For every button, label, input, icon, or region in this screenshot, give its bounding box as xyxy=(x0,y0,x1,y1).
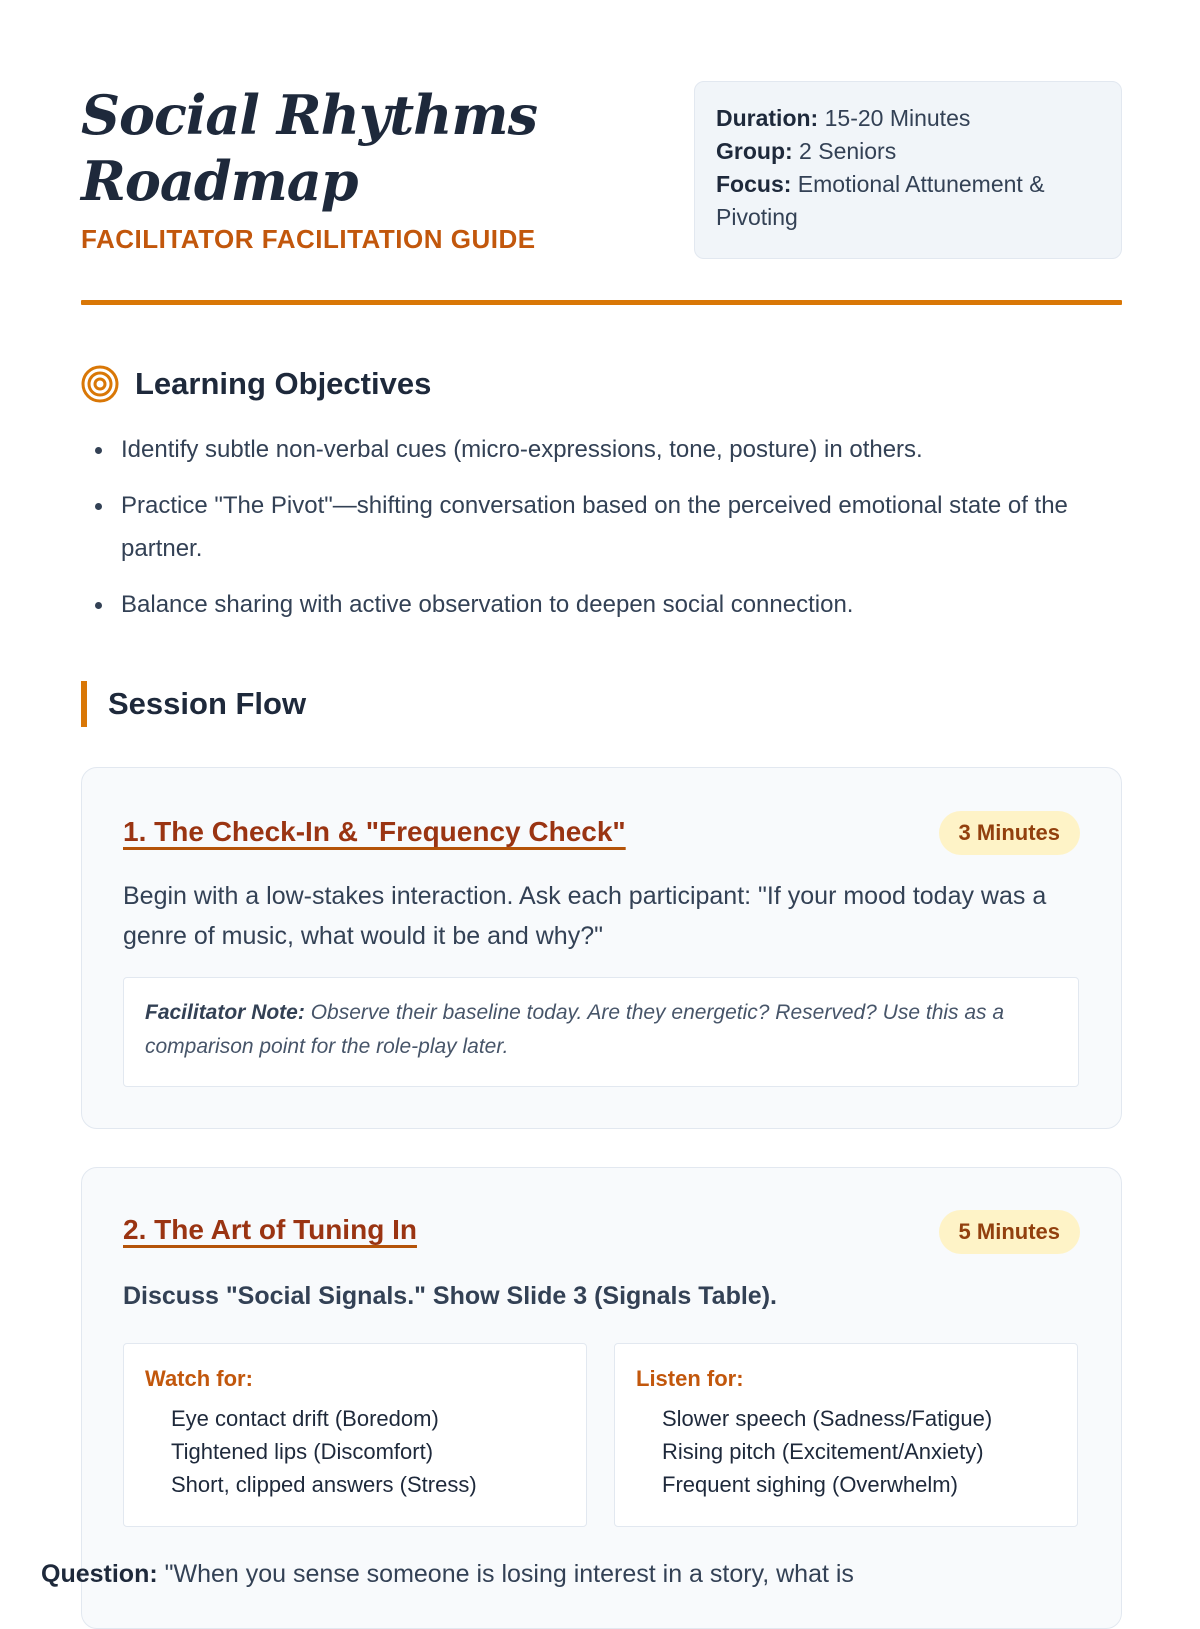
meta-focus-label: Focus: xyxy=(716,171,792,197)
objective-item: Balance sharing with active observation to deepen social connection. xyxy=(121,583,1121,626)
objectives-title: Learning Objectives xyxy=(135,366,432,401)
page-subtitle: FACILITATOR FACILITATION GUIDE xyxy=(81,224,536,254)
step-title: 1. The Check-In & "Frequency Check" xyxy=(123,816,626,847)
meta-focus-value: Emotional Attunement & Pivoting xyxy=(716,171,1045,230)
step-description: Begin with a low-stakes interaction. Ask each participant: "If your mood today was a genre of music, what would it be and why?" xyxy=(123,882,1047,950)
list-item: Short, clipped answers (Stress) xyxy=(171,1472,477,1497)
duration-badge: 5 Minutes xyxy=(939,1210,1080,1254)
meta-focus xyxy=(716,168,1100,234)
meta-duration xyxy=(716,102,1100,135)
list-item: Tightened lips (Discomfort) xyxy=(171,1439,434,1464)
session-flow-heading xyxy=(81,681,306,727)
watch-for-box xyxy=(123,1343,587,1527)
discussion-question xyxy=(41,1554,1041,1594)
list-item: Rising pitch (Excitement/Anxiety) xyxy=(662,1439,984,1464)
objectives-list xyxy=(121,428,1121,639)
question-text: "When you sense someone is losing interest in a story, what is xyxy=(164,1560,854,1588)
step-title: 2. The Art of Tuning In xyxy=(123,1214,417,1245)
objective-item: Practice "The Pivot"—shifting conversation based on the perceived emotional state of the partner. xyxy=(121,484,1121,570)
objectives-heading xyxy=(81,362,431,406)
list-item: Eye contact drift (Boredom) xyxy=(171,1406,439,1431)
watch-for-heading: Watch for: xyxy=(145,1366,253,1391)
meta-group-label: Group: xyxy=(716,138,793,164)
meta-group-value: 2 Seniors xyxy=(799,138,897,164)
meta-duration-label: Duration: xyxy=(716,105,819,131)
duration-badge: 3 Minutes xyxy=(939,811,1080,855)
header xyxy=(81,0,1122,306)
question-label: Question: xyxy=(41,1560,158,1588)
page-title: Social Rhythms Roadmap xyxy=(81,83,537,213)
session-meta-box xyxy=(694,81,1122,259)
list-item: Slower speech (Sadness/Fatigue) xyxy=(662,1406,993,1431)
facilitator-note-label: Facilitator Note: xyxy=(145,1001,305,1024)
watch-for-list xyxy=(145,1402,565,1501)
listen-for-list xyxy=(636,1402,1056,1501)
step-description: Discuss "Social Signals." Show Slide 3 (Signals Table). xyxy=(123,1282,777,1310)
objective-item: Identify subtle non-verbal cues (micro-expressions, tone, posture) in others. xyxy=(121,428,1121,471)
facilitator-note-text: Observe their baseline today. Are they energetic? Reserved? Use this as a comparison point for the role-play later. xyxy=(145,1001,1005,1058)
header-divider xyxy=(81,300,1122,305)
listen-for-box xyxy=(614,1343,1078,1527)
meta-group xyxy=(716,135,1100,168)
session-flow-title: Session Flow xyxy=(108,686,307,721)
meta-duration-value: 15-20 Minutes xyxy=(824,105,971,131)
target-icon xyxy=(81,365,119,403)
step-card-check-in xyxy=(81,767,1122,1129)
listen-for-heading: Listen for: xyxy=(636,1366,744,1391)
list-item: Frequent sighing (Overwhelm) xyxy=(662,1472,958,1497)
guide-page xyxy=(81,0,1122,1497)
facilitator-note xyxy=(123,977,1079,1087)
